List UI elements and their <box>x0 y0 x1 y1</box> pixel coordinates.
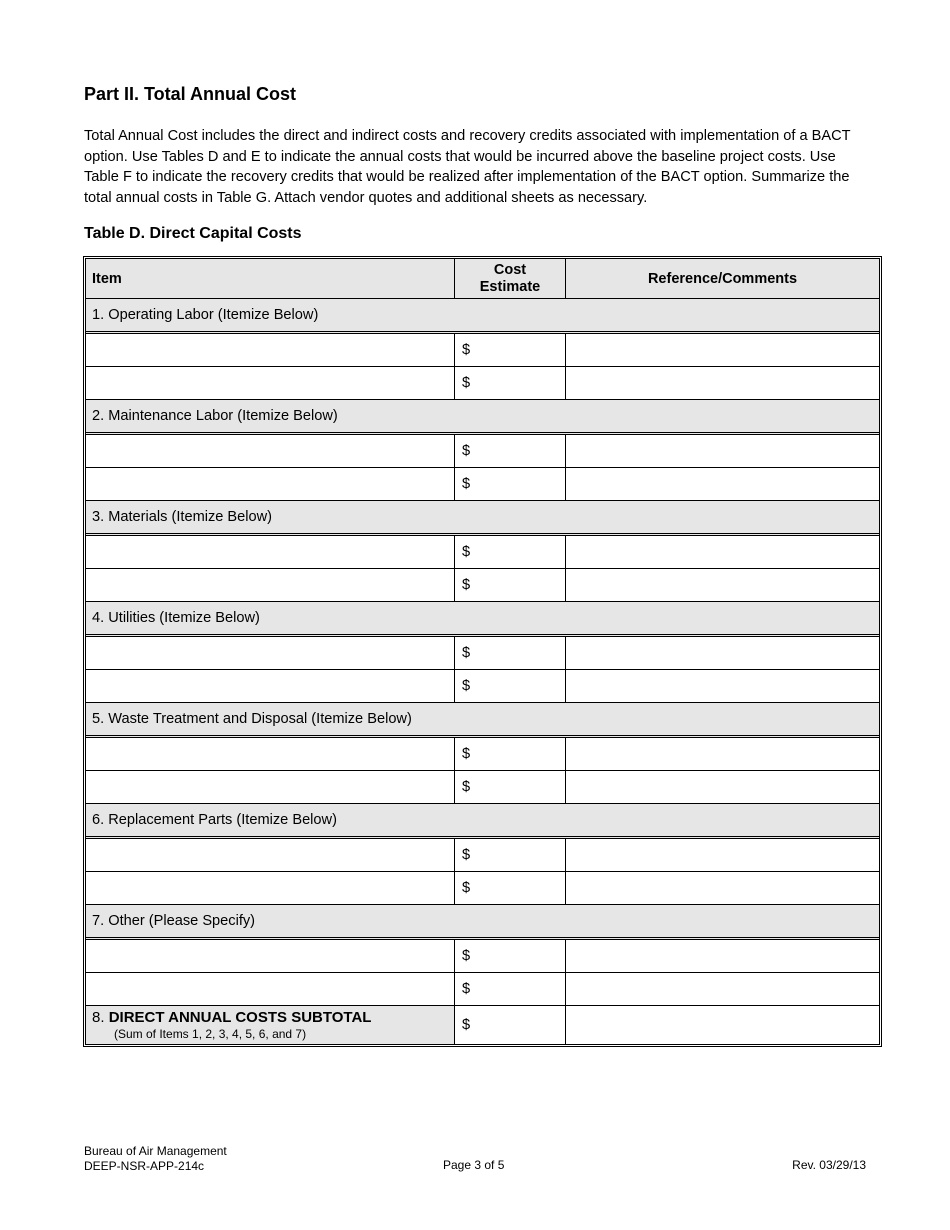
footer-page-number: Page 3 of 5 <box>443 1158 505 1172</box>
table-row <box>86 637 879 670</box>
column-header-item: Item <box>86 259 455 298</box>
item-field[interactable] <box>86 334 455 366</box>
cost-estimate-field[interactable] <box>455 839 566 871</box>
currency-symbol: $ <box>462 948 471 964</box>
item-field[interactable] <box>86 872 455 904</box>
section-header-row: 4. Utilities (Itemize Below) <box>86 602 879 637</box>
subtotal-reference-field[interactable] <box>566 1006 879 1044</box>
reference-comments-field[interactable] <box>566 468 879 500</box>
item-field[interactable] <box>86 940 455 972</box>
section-header-row: 3. Materials (Itemize Below) <box>86 501 879 536</box>
table-row <box>86 569 879 602</box>
table-row <box>86 738 879 771</box>
cost-estimate-field[interactable] <box>455 872 566 904</box>
section-header-row: 1. Operating Labor (Itemize Below) <box>86 299 879 334</box>
currency-symbol: $ <box>462 342 471 358</box>
item-field[interactable] <box>86 973 455 1005</box>
currency-symbol: $ <box>462 678 471 694</box>
section-header-row: 5. Waste Treatment and Disposal (Itemize Below) <box>86 703 879 738</box>
cost-estimate-field[interactable] <box>455 637 566 669</box>
currency-symbol: $ <box>462 645 471 661</box>
item-field[interactable] <box>86 738 455 770</box>
item-field[interactable] <box>86 771 455 803</box>
cost-header-line1: Cost <box>493 261 527 278</box>
table-row <box>86 468 879 501</box>
subtotal-note: (Sum of Items 1, 2, 3, 4, 5, 6, and 7) <box>114 1027 307 1041</box>
cost-estimate-field[interactable] <box>455 468 566 500</box>
cost-estimate-field[interactable] <box>455 435 566 467</box>
reference-comments-field[interactable] <box>566 637 879 669</box>
reference-comments-field[interactable] <box>566 367 879 399</box>
currency-symbol: $ <box>462 981 471 997</box>
sections-container <box>86 299 879 940</box>
currency-symbol: $ <box>462 746 471 762</box>
currency-symbol: $ <box>462 1017 471 1033</box>
cost-estimate-field[interactable] <box>455 940 566 972</box>
currency-symbol: $ <box>462 779 471 795</box>
subtotal-label-cell <box>86 1006 455 1044</box>
table-header-row <box>86 259 879 299</box>
direct-capital-costs-table <box>83 256 882 1047</box>
table-row <box>86 940 879 973</box>
section-header-row: 7. Other (Please Specify) <box>86 905 879 940</box>
cost-estimate-field[interactable] <box>455 334 566 366</box>
table-row <box>86 973 879 1006</box>
cost-header-line2: Estimate <box>479 278 541 295</box>
cost-estimate-field[interactable] <box>455 670 566 702</box>
footer-left <box>84 1144 227 1173</box>
currency-symbol: $ <box>462 847 471 863</box>
item-field[interactable] <box>86 468 455 500</box>
reference-comments-field[interactable] <box>566 435 879 467</box>
currency-symbol: $ <box>462 375 471 391</box>
item-field[interactable] <box>86 569 455 601</box>
footer-form-id: DEEP-NSR-APP-214c <box>84 1158 205 1173</box>
reference-comments-field[interactable] <box>566 334 879 366</box>
section-header-row: 2. Maintenance Labor (Itemize Below) <box>86 400 879 435</box>
column-header-reference-comments: Reference/Comments <box>647 270 798 287</box>
table-row <box>86 839 879 872</box>
reference-comments-field[interactable] <box>566 670 879 702</box>
item-field[interactable] <box>86 536 455 568</box>
subtotal-cost-field[interactable] <box>455 1006 566 1044</box>
cost-estimate-field[interactable] <box>455 569 566 601</box>
reference-comments-field[interactable] <box>566 738 879 770</box>
cost-estimate-field[interactable] <box>455 738 566 770</box>
cost-estimate-field[interactable] <box>455 536 566 568</box>
item-field[interactable] <box>86 637 455 669</box>
table-row <box>86 536 879 569</box>
item-field[interactable] <box>86 367 455 399</box>
table-row <box>86 334 879 367</box>
currency-symbol: $ <box>462 577 471 593</box>
reference-comments-field[interactable] <box>566 839 879 871</box>
section-header-row: 6. Replacement Parts (Itemize Below) <box>86 804 879 839</box>
item-field[interactable] <box>86 839 455 871</box>
intro-paragraph: Total Annual Cost includes the direct and indirect costs and recovery credits associated with implementation of a BACT option. Use Tables D and E to indicate the annual costs that would be incurred above the baseline project costs. Use Table F to indicate the recovery credits that would be realized after implementation of the BACT option. Summarize the total annual costs in Table G. Attach vendor quotes and additional sheets as necessary. <box>84 128 851 206</box>
cost-estimate-field[interactable] <box>455 771 566 803</box>
reference-comments-field[interactable] <box>566 872 879 904</box>
currency-symbol: $ <box>462 443 471 459</box>
currency-symbol: $ <box>462 476 471 492</box>
cost-estimate-field[interactable] <box>455 973 566 1005</box>
column-header-cost-estimate <box>455 259 566 298</box>
table-row <box>86 435 879 468</box>
footer-bureau: Bureau of Air Management <box>84 1144 227 1158</box>
subtotal-label: DIRECT ANNUAL COSTS SUBTOTAL <box>108 1009 372 1026</box>
reference-comments-field[interactable] <box>566 973 879 1005</box>
reference-comments-field[interactable] <box>566 569 879 601</box>
item-field[interactable] <box>86 670 455 702</box>
page-heading: Part II. Total Annual Cost <box>84 84 297 104</box>
cost-estimate-field[interactable] <box>455 367 566 399</box>
table-row <box>86 771 879 804</box>
item-field[interactable] <box>86 435 455 467</box>
table-row <box>86 367 879 400</box>
table-row <box>86 670 879 703</box>
reference-comments-field[interactable] <box>566 536 879 568</box>
reference-comments-field[interactable] <box>566 940 879 972</box>
subtotal-number: 8. <box>92 1009 105 1026</box>
currency-symbol: $ <box>462 544 471 560</box>
footer-revision: Rev. 03/29/13 <box>792 1158 866 1172</box>
table-title: Table D. Direct Capital Costs <box>84 225 302 242</box>
table-row <box>86 872 879 905</box>
reference-comments-field[interactable] <box>566 771 879 803</box>
currency-symbol: $ <box>462 880 471 896</box>
subtotal-row <box>86 1006 879 1044</box>
